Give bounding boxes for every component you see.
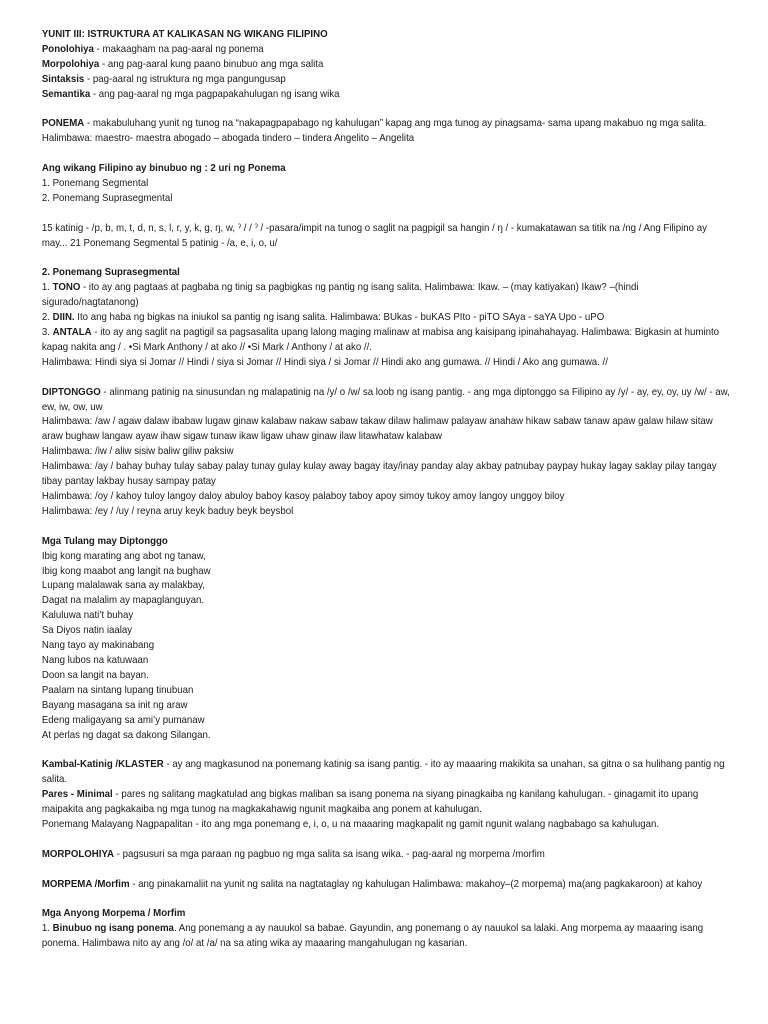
diin-term: DIIN. [52, 312, 75, 324]
diin-number: 2. [41, 312, 53, 324]
morpema-term: MORPEMA /Morfim [41, 878, 130, 890]
anyo-text: . Ang ponemang a ay nauukol sa babae. Gayundin, ang ponemang o ay nauukol sa lalaki. Ang morpema ay maaaring isang ponema. Halimbawa nito ay ang /o/ at /a/ na sa ating wika ay maaaring mangahulugan ng kasarian. [41, 923, 704, 950]
spacer [42, 520, 731, 535]
antala-number: 3. [41, 327, 53, 339]
spacer [42, 207, 731, 222]
klaster-text: - ay ang magkasunod na ponemang katinig sa isang pantig. - ito ay maaaring makikita sa unahan, sa gitna o sa hulihang pantig ng salita. [41, 759, 725, 786]
klaster-paragraph [42, 758, 731, 788]
spacer [42, 371, 731, 386]
def-semantika [42, 88, 731, 103]
poem-line: Doon sa langit na bayan. [41, 669, 149, 681]
spacer [42, 833, 731, 848]
def-term: Morpolohiya [41, 58, 100, 70]
diptonggo-term: DIPTONGGO [41, 386, 101, 398]
antala-example: Halimbawa: Hindi siya si Jomar // Hindi / siya si Jomar // Hindi siya / si Jomar // Hindi ako ang gumawa. // Hindi / Ako ang gumawa. // [41, 356, 608, 368]
poem-line: Nang lubos na katuwaan [41, 654, 149, 666]
spacer [42, 147, 731, 162]
spacer [42, 863, 731, 878]
def-text: - pag-aaral ng istruktura ng mga pangungusap [84, 73, 286, 85]
anyo-heading: Mga Anyong Morpema / Morfim [41, 908, 186, 920]
diptonggo-paragraph [42, 386, 731, 416]
def-sintaksis [42, 73, 731, 88]
antala-paragraph [42, 326, 731, 356]
klaster-term: Kambal-Katinig /KLASTER [41, 759, 164, 771]
diin-text: Ito ang haba ng bigkas na iniukol sa pantig ng isang salita. Halimbawa: BUkas - buKAS PIto - piTO SAya - saYA Upo - uPO [74, 312, 605, 324]
diin-paragraph [42, 311, 731, 326]
diptonggo-example: Halimbawa: /ey / /uy / reyna aruy keyk baduy beyk beysbol [41, 505, 294, 517]
pares-text: - pares ng salitang magkatulad ang bigkas maliban sa isang ponema na siyang pinagkaiba ng kanilang kahulugan. - ginagamit ito upang maipakita ang pagkakaiba ng mga tunog na magkakahawig ngunit magkaiba ang ponem at kahulugan. [41, 789, 699, 816]
def-morpolohiya [42, 58, 731, 73]
diptonggo-example: Halimbawa: /iw / aliw sisiw baliw giliw paksiw [41, 446, 234, 458]
tono-text: - ito ay ang pagtaas at pagbaba ng tinig sa pagbigkas ng pantig ng isang salita. Halimbawa: Ikaw. – (may katiyakan) Ikaw? –(hindi sigurado/nagtatanong) [41, 282, 639, 309]
katinig-paragraph: 15 katinig - /p, b, m, t, d, n, s, l, r, y, k, g, ŋ, w, ˀ / / ˀ / -pasara/impit na tunog o saglit na pagpigil sa hangin / ŋ / - kumakatawan sa titik na /ng / Ang Filipino ay may... 21 Ponemang Segmental 5 patinig - /a, e, i, o, u/ [41, 222, 707, 249]
pares-term: Pares - Minimal [41, 789, 113, 801]
def-ponolohiya [42, 43, 731, 58]
poem-line: Kaluluwa nati’t buhay [41, 610, 134, 622]
document-title: YUNIT III: ISTRUKTURA AT KALIKASAN NG WIKANG FILIPINO [41, 29, 328, 40]
morpema-text: - ang pinakamaliit na yunit ng salita na nagtataglay ng kahulugan Halimbawa: makahoy–(2 morpema) ma(ang pagkakaroon) at kahoy [129, 878, 703, 890]
def-term: Sintaksis [41, 73, 85, 85]
pares-paragraph [42, 788, 731, 818]
diptonggo-text: - alinmang patinig na sinusundan ng malapatinig na /y/ o /w/ sa loob ng isang pantig. - ang mga diptonggo sa Filipino ay /y/ - ay, ey, oy, uy /w/ - aw, ew, iw, ow, uw [41, 386, 730, 413]
uri-heading: Ang wikang Filipino ay binubuo ng : 2 uri ng Ponema [41, 163, 286, 175]
poem-line: Sa Diyos natin iaalay [41, 625, 133, 637]
poem-line: At perlas ng dagat sa dakong Silangan. [41, 729, 211, 741]
malaya-paragraph: Ponemang Malayang Nagpapalitan - ito ang mga ponemang e, i, o, u na maaaring magkapalit ng gamit ngunit walang nagbabago sa kahulugan. [41, 818, 660, 830]
poem-line: Paalam na sintang lupang tinubuan [41, 684, 194, 696]
tono-paragraph [42, 281, 731, 311]
ponema-text: - makabuluhang yunit ng tunog na “nakapagpapabago ng kahulugan” kapag ang mga tunog ay pinagsama- sama upang makabuo ng mga salita. Halimbawa: maestro- maestra abogado – abogada tindero – tindera Angelito – Angelita [41, 118, 707, 145]
morpolohiya-text: - pagsusuri sa mga paraan ng pagbuo ng mga salita sa isang wika. - pag-aaral ng morpema /morfim [113, 848, 545, 860]
poem-line: Nang tayo ay makinabang [41, 640, 155, 652]
anyo-number: 1. [41, 923, 53, 935]
poem-line: Dagat na malalim ay mapaglanguyan. [41, 595, 205, 607]
def-text: - makaagham na pag-aaral ng ponema [93, 43, 264, 55]
morpolohiya-term: MORPOLOHIYA [41, 848, 114, 860]
def-text: - ang pag-aaral ng mga pagpapakahulugan ng isang wika [90, 88, 340, 100]
diptonggo-example: Halimbawa: /aw / agaw dalaw ibabaw lugaw ginaw kalabaw nakaw sabaw takaw dilaw halimaw palayaw anahaw hikaw sabaw tanaw apaw galaw hilaw sitaw araw bughaw langaw ayaw ihaw sigaw tunaw ikaw ligaw uhaw ginaw ilaw litawhataw kalabaw [41, 416, 713, 443]
anyo-paragraph [42, 922, 731, 952]
spacer [42, 252, 731, 267]
morpolohiya-paragraph [42, 848, 731, 863]
spacer [42, 103, 731, 118]
uri-item: 2. Ponemang Suprasegmental [41, 192, 173, 204]
poem-line: Bayang masagana sa init ng araw [41, 699, 188, 711]
tono-number: 1. [41, 282, 53, 294]
diptonggo-example: Halimbawa: /oy / kahoy tuloy langoy daloy abuloy baboy kasoy palaboy taboy apoy simoy tukoy amoy langoy unggoy biloy [41, 491, 565, 503]
poem-line: Ibig kong marating ang abot ng tanaw, [41, 550, 206, 562]
anyo-term: Binubuo ng isang ponema [52, 923, 174, 935]
tono-term: TONO [52, 282, 81, 294]
tula-heading: Mga Tulang may Diptonggo [41, 535, 168, 547]
diptonggo-example: Halimbawa: /ay / bahay buhay tulay sabay palay tunay gulay kulay away bagay itay/inay panday alay akbay patnubay paypay hukay lagay saklay pilay tangay tibay pantay lakbay husay sampay patay [41, 461, 717, 488]
spacer [42, 892, 731, 907]
uri-item: 1. Ponemang Segmental [41, 178, 149, 190]
antala-text: - ito ay ang saglit na pagtigil sa pagsasalita upang lalong maging malinaw at mabisa ang kaisipang ipinahahayag. Halimbawa: Bigkasin at huminto kapag nakita ang / . •Si Mark Anthony / at ako // •Si Mark / Anthony / at ako //. [41, 327, 720, 353]
antala-term: ANTALA [52, 327, 92, 339]
def-term: Semantika [41, 88, 91, 100]
ponema-term: PONEMA [41, 118, 85, 130]
poem-line: Edeng maligayang sa ami’y pumanaw [41, 714, 205, 726]
supra-heading: 2. Ponemang Suprasegmental [41, 267, 180, 279]
morpema-paragraph [42, 878, 731, 893]
ponema-paragraph [42, 117, 731, 147]
poem-line: Lupang malalawak sana ay malakbay, [41, 580, 205, 592]
def-text: - ang pag-aaral kung paano binubuo ang mga salita [99, 58, 324, 70]
poem-line: Ibig kong maabot ang langit na bughaw [41, 565, 211, 577]
def-term: Ponolohiya [41, 43, 94, 55]
spacer [42, 743, 731, 758]
